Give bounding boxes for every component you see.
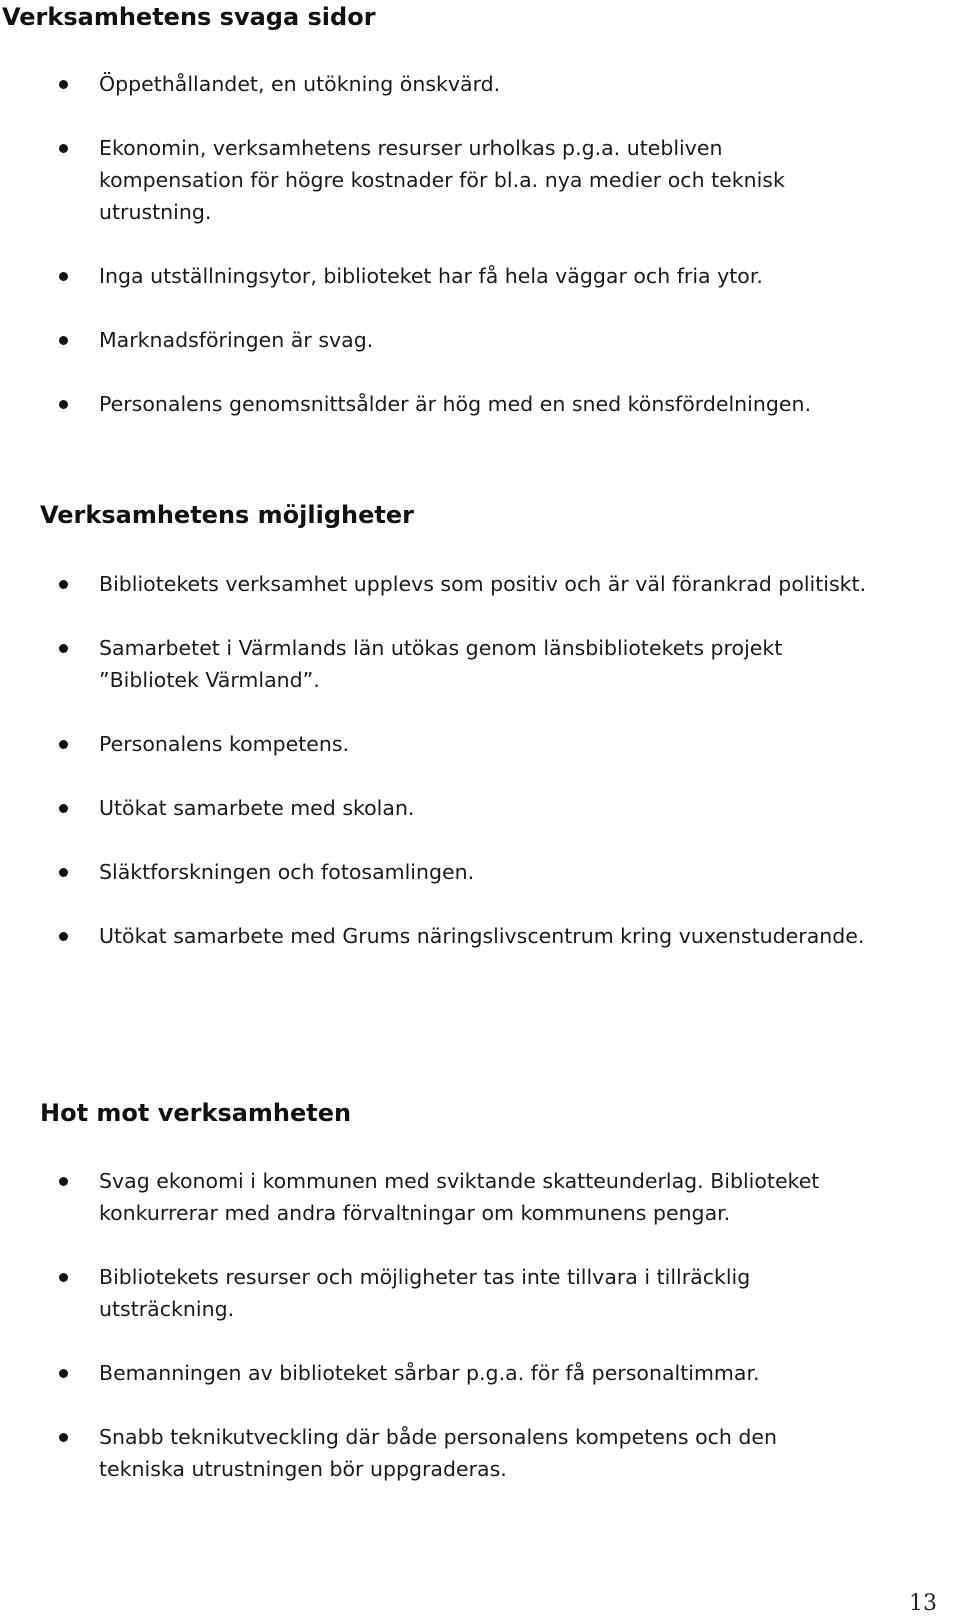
list-item (0, 1357, 869, 1389)
threats-list (0, 1165, 960, 1517)
bullet-icon (59, 804, 68, 813)
bullet-icon (59, 336, 68, 345)
list-item-text: Släktforskningen och fotosamlingen. (99, 860, 475, 884)
list-item (0, 132, 869, 228)
list-item (0, 1165, 869, 1229)
list-item (0, 260, 869, 292)
section-heading-opportunities: Verksamhetens möjligheter (40, 501, 414, 529)
list-item-text: Bemanningen av biblioteket sårbar p.g.a. för få personaltimmar. (99, 1361, 760, 1385)
list-item (0, 632, 869, 696)
section-heading-weaknesses: Verksamhetens svaga sidor (2, 3, 376, 31)
bullet-icon (59, 80, 68, 89)
list-item-text: Utökat samarbete med skolan. (99, 796, 415, 820)
opportunities-list (0, 568, 960, 984)
list-item-text: Bibliotekets resurser och möjligheter tas inte tillvara i tillräcklig utsträckning. (99, 1265, 751, 1321)
bullet-icon (59, 868, 68, 877)
list-item (0, 920, 869, 952)
list-item-text: Personalens genomsnittsålder är hög med en sned könsfördelningen. (99, 392, 811, 416)
list-item (0, 68, 869, 100)
list-item (0, 1421, 869, 1485)
list-item-text: Bibliotekets verksamhet upplevs som positiv och är väl förankrad politiskt. (99, 572, 867, 596)
list-item (0, 792, 869, 824)
list-item (0, 856, 869, 888)
bullet-icon (59, 272, 68, 281)
list-item (0, 1261, 869, 1325)
list-item (0, 728, 869, 760)
bullet-icon (59, 740, 68, 749)
list-item-text: Ekonomin, verksamhetens resurser urholkas p.g.a. utebliven kompensation för högre kostnader för bl.a. nya medier och teknisk utrustning. (99, 136, 785, 224)
list-item (0, 324, 869, 356)
bullet-icon (59, 1177, 68, 1186)
list-item-text: Svag ekonomi i kommunen med sviktande skatteunderlag. Biblioteket konkurrerar med andra förvaltningar om kommunens pengar. (99, 1169, 820, 1225)
weaknesses-list (0, 68, 960, 452)
bullet-icon (59, 580, 68, 589)
list-item-text: Öppethållandet, en utökning önskvärd. (99, 72, 501, 96)
list-item-text: Personalens kompetens. (99, 732, 350, 756)
list-item-text: Marknadsföringen är svag. (99, 328, 374, 352)
bullet-icon (59, 144, 68, 153)
list-item-text: Snabb teknikutveckling där både personalens kompetens och den tekniska utrustningen bör uppgraderas. (99, 1425, 778, 1481)
page-number: 13 (909, 1591, 937, 1616)
bullet-icon (59, 1433, 68, 1442)
bullet-icon (59, 644, 68, 653)
bullet-icon (59, 1273, 68, 1282)
list-item-text: Samarbetet i Värmlands län utökas genom länsbibliotekets projekt ”Bibliotek Värmland”. (99, 636, 783, 692)
list-item-text: Utökat samarbete med Grums näringslivscentrum kring vuxenstuderande. (99, 924, 865, 948)
list-item (0, 388, 869, 420)
section-heading-threats: Hot mot verksamheten (40, 1099, 352, 1127)
list-item (0, 568, 869, 600)
list-item-text: Inga utställningsytor, biblioteket har få hela väggar och fria ytor. (99, 264, 763, 288)
bullet-icon (59, 400, 68, 409)
bullet-icon (59, 932, 68, 941)
bullet-icon (59, 1369, 68, 1378)
